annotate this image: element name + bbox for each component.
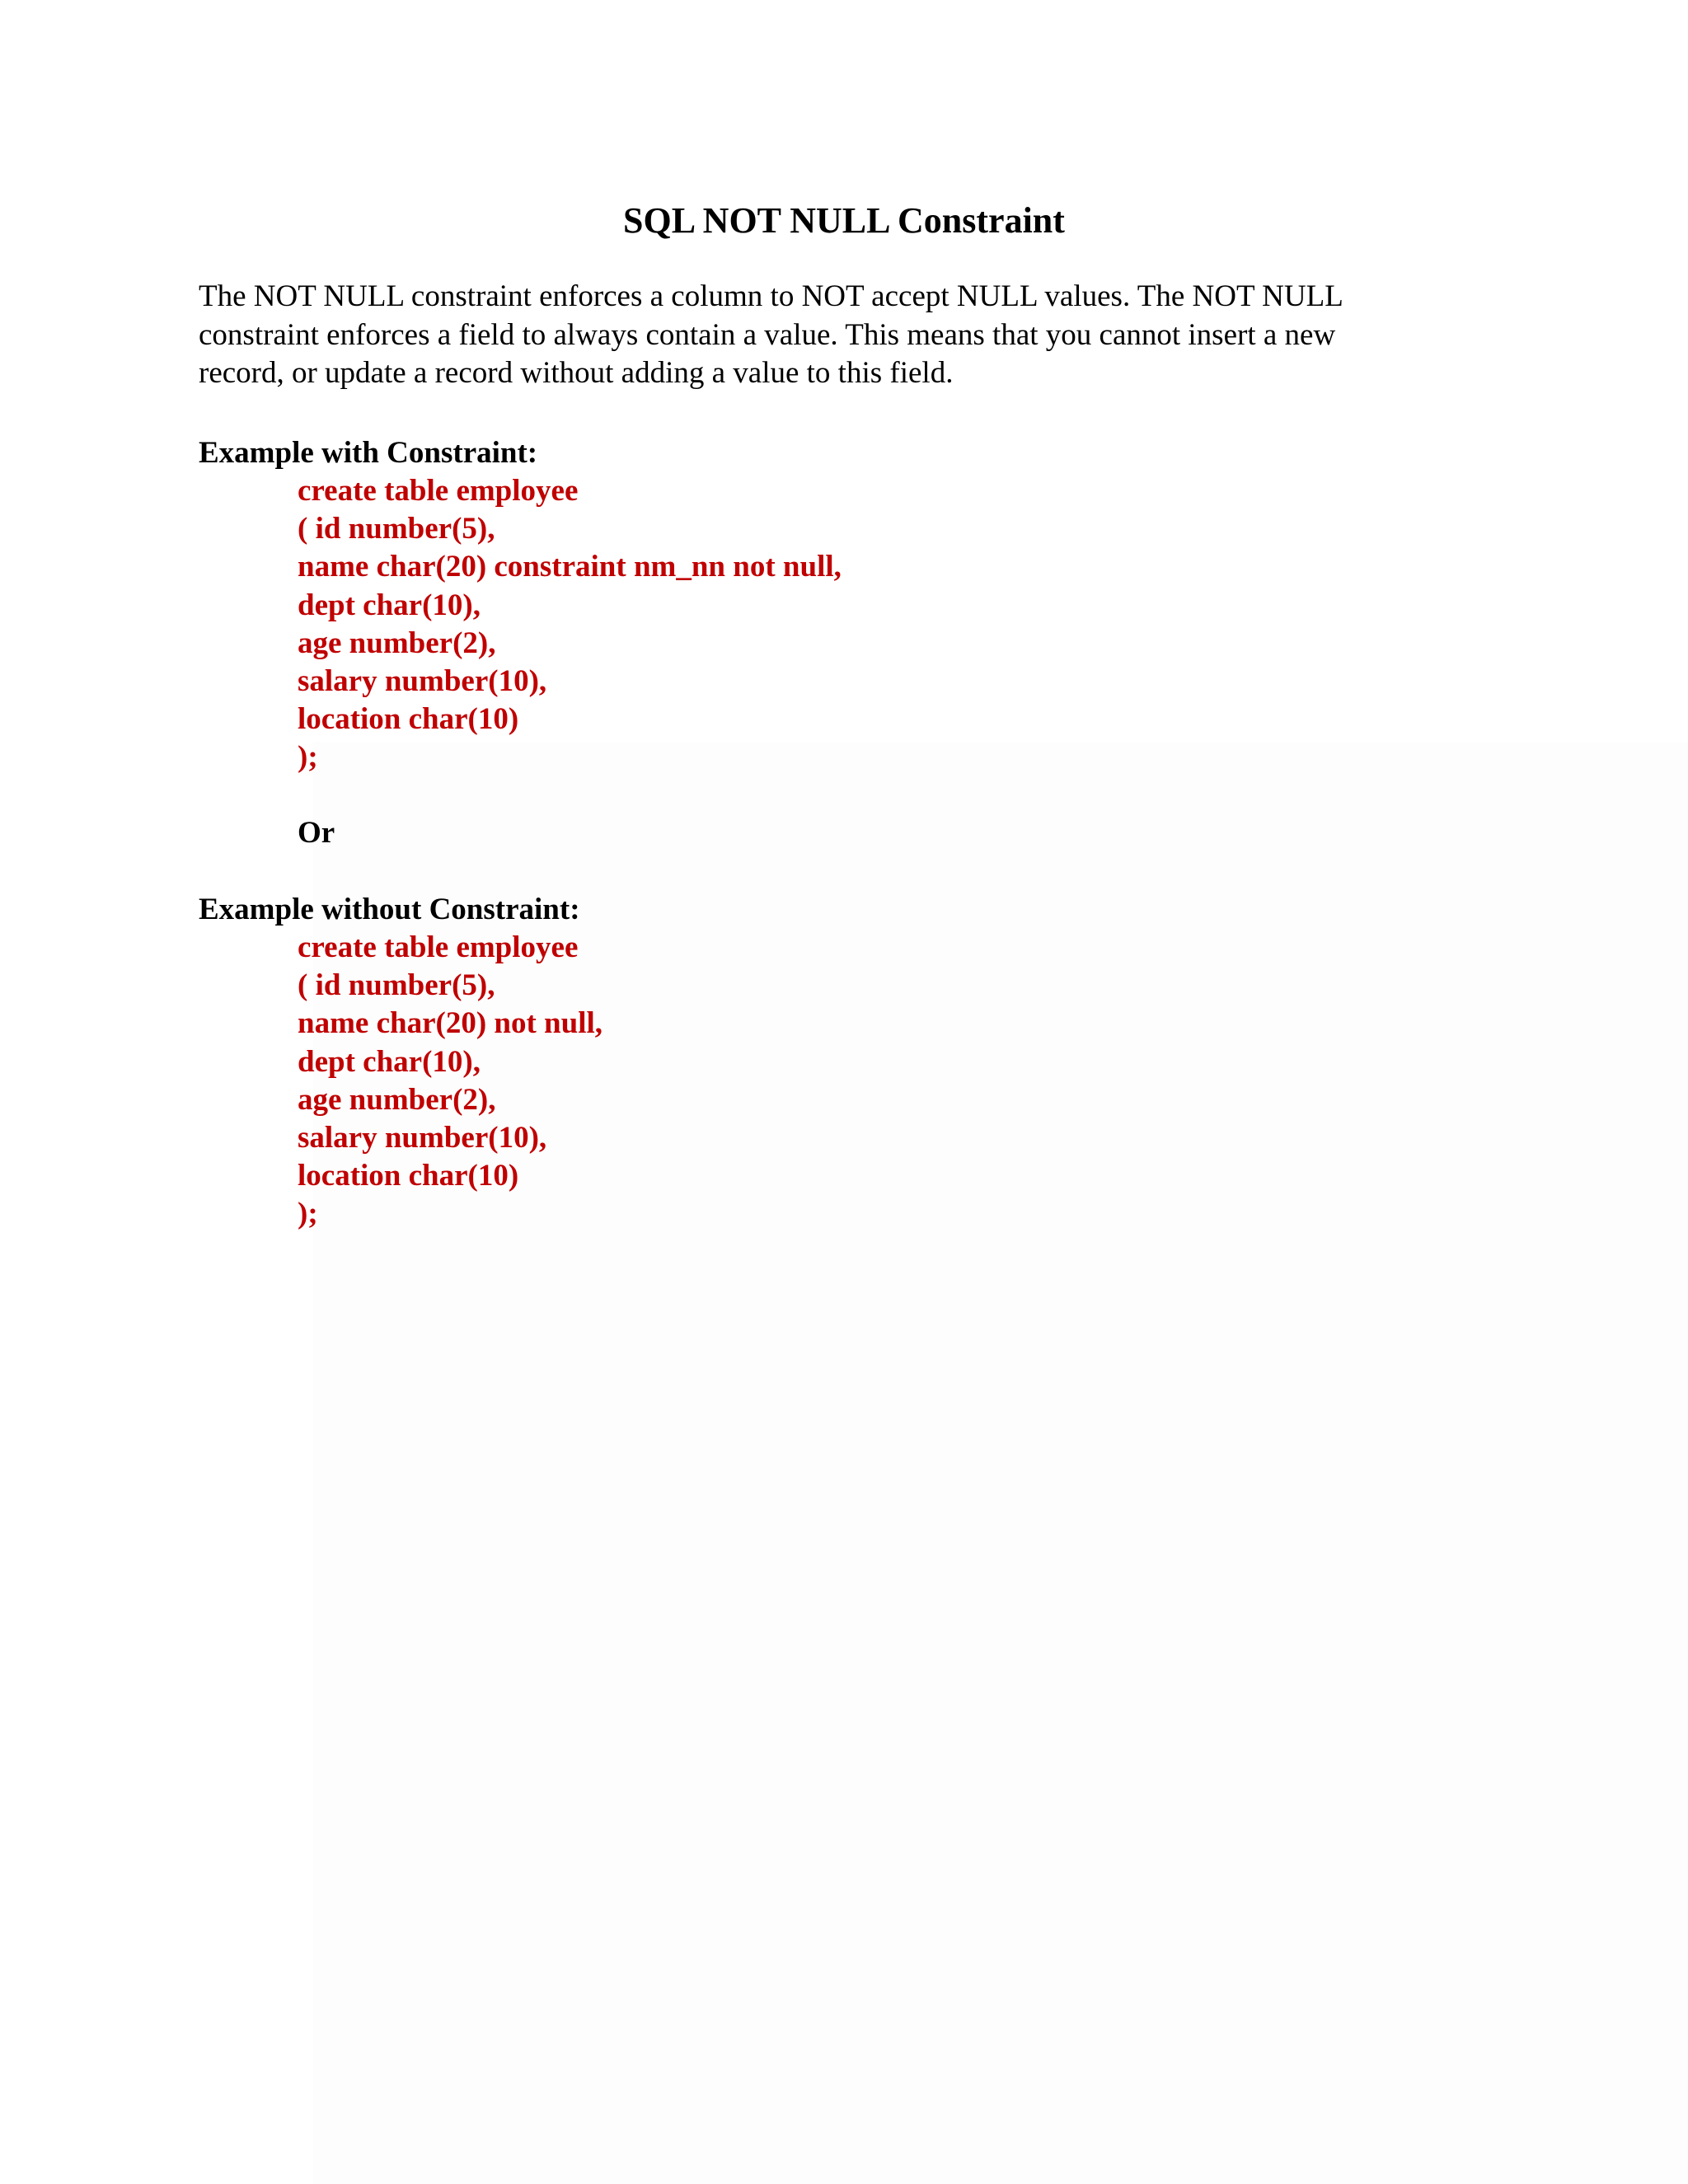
code-line: dept char(10), — [298, 588, 481, 622]
code-line: age number(2), — [298, 1082, 496, 1117]
example-without-heading: Example without Constraint: — [199, 893, 580, 926]
code-line: ( id number(5), — [298, 512, 495, 546]
code-line: salary number(10), — [298, 664, 547, 699]
code-line: name char(20) not null, — [298, 1006, 603, 1041]
example-with-heading: Example with Constraint: — [199, 436, 538, 470]
example-without-code — [298, 929, 603, 1234]
example-with-code — [298, 472, 842, 777]
code-line: name char(20) constraint nm_nn not null, — [298, 550, 842, 584]
intro-paragraph — [199, 278, 1493, 393]
code-line: salary number(10), — [298, 1121, 547, 1155]
page-title: SQL NOT NULL Constraint — [623, 200, 1065, 241]
intro-line: constraint enforces a field to always contain a value. This means that you cannot insert a new — [199, 317, 1336, 352]
intro-line: The NOT NULL constraint enforces a column to NOT accept NULL values. The NOT NULL — [199, 279, 1343, 313]
code-line: location char(10) — [298, 1159, 519, 1193]
code-line: age number(2), — [298, 626, 496, 660]
code-line: create table employee — [298, 930, 579, 964]
code-line: location char(10) — [298, 702, 519, 737]
intro-line: record, or update a record without adding a value to this field. — [199, 356, 954, 390]
code-line: dept char(10), — [298, 1044, 481, 1079]
code-line: ); — [298, 1197, 318, 1231]
code-line: ); — [298, 740, 318, 775]
code-line: create table employee — [298, 474, 579, 508]
or-label: Or — [298, 816, 335, 850]
code-line: ( id number(5), — [298, 968, 495, 1003]
